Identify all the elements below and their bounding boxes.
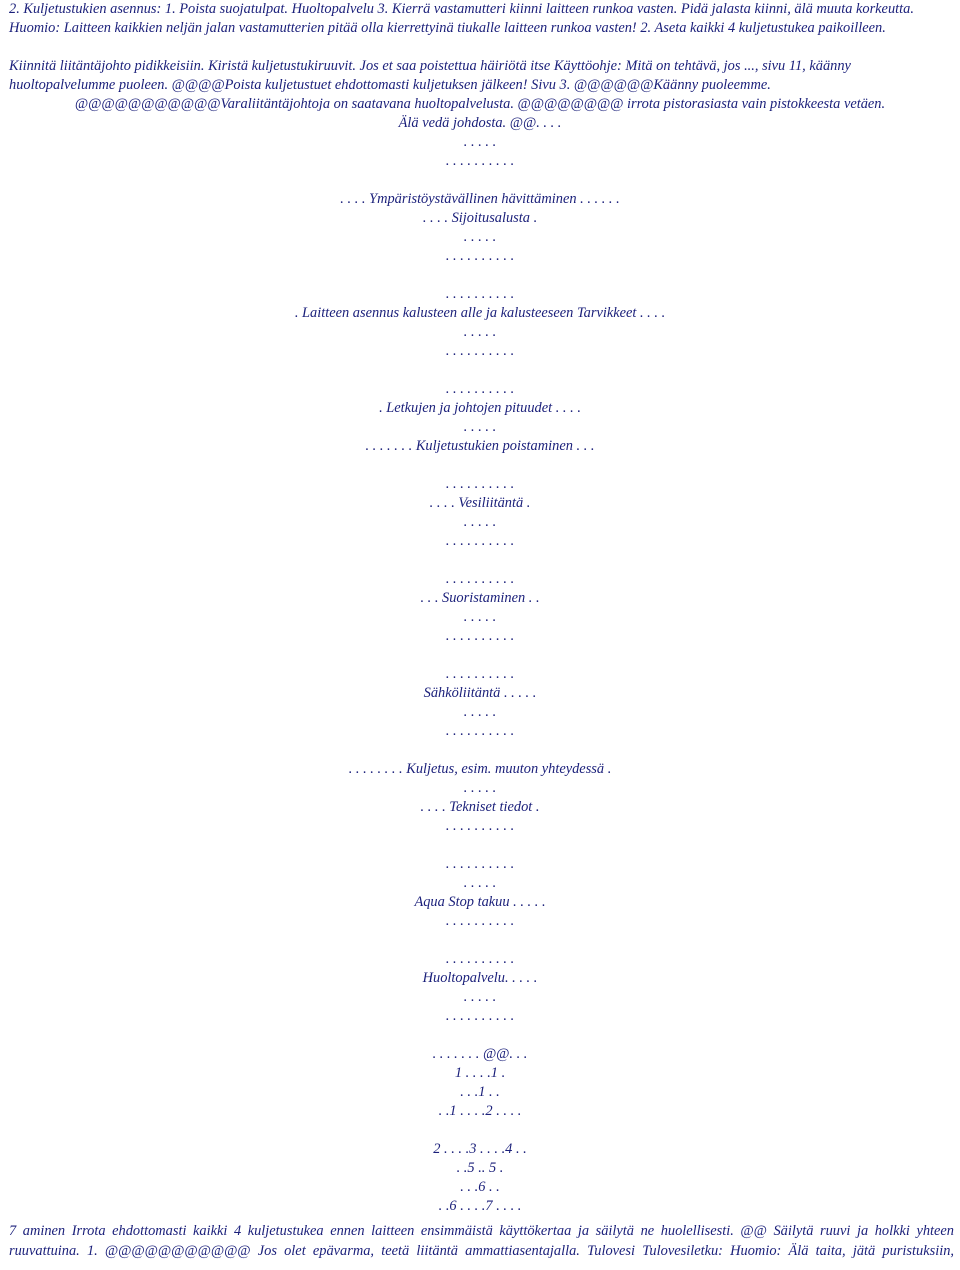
toc-line: . . . . . (463, 780, 497, 796)
toc-line: . .1 . . . .2 . . . . (438, 1103, 522, 1119)
toc-line: . . . . . . . . . . (445, 248, 515, 264)
toc-line: . .6 . . . .7 . . . . (438, 1198, 522, 1214)
text-line: Älä vedä johdosta. @@. . . . (398, 115, 562, 131)
blank-line (30, 836, 930, 855)
toc-line: . . . . . . . . . . (445, 666, 515, 682)
blank-line (30, 266, 930, 285)
blank-line (9, 38, 957, 57)
toc-line: . . . . . . . . . . (445, 1008, 515, 1024)
blank-line (30, 741, 930, 760)
toc-line: . . . . . (463, 324, 497, 340)
blank-line (30, 171, 930, 190)
toc-entry: Huoltopalvelu. . . . . (422, 970, 538, 986)
toc-entry: . . . . . . . . Kuljetus, esim. muuton yhteydessä . (348, 761, 612, 777)
blank-line (30, 456, 930, 475)
blank-line (30, 646, 930, 665)
toc-line: . . . . . . . . . . (445, 951, 515, 967)
toc-line: . . . . . (463, 609, 497, 625)
text-line: ruuvattuina. 1. @@@@@@@@@@@ Jos olet epävarma, teetä liitäntä ammattiasentajalla. Tulovesi Tulovesiletku: Huomio: Älä taita, jätä puristuksiin, (9, 1243, 954, 1259)
toc-line: 1 . . . .1 . (454, 1065, 506, 1081)
toc-entry: . Letkujen ja johtojen pituudet . . . . (379, 400, 581, 416)
toc-line: . . . . . . . . . . (445, 628, 515, 644)
toc-entry: . Laitteen asennus kalusteen alle ja kalusteeseen Tarvikkeet . . . . (294, 305, 666, 321)
blank-line (30, 1026, 930, 1045)
intro-paragraph (9, 0, 957, 95)
toc-line: . . . . . . . . . . (445, 818, 515, 834)
toc-entry: . . . . Tekniset tiedot . (420, 799, 540, 815)
toc-line: . . . . . . . . . . (445, 723, 515, 739)
toc-line: 2 . . . .3 . . . .4 . . (433, 1141, 527, 1157)
toc-entry: . . . . Sijoitusalusta . (422, 210, 538, 226)
toc-line: . . . . . (463, 134, 497, 150)
toc-line: . . . . . . . . . . (445, 381, 515, 397)
text-line: Huomio: Laitteen kaikkien neljän jalan vastamutterien pitää olla kierrettyinä tiukalle laitteen runkoa vasten! 2. Aseta kaikki 4 kuljetustukea paikoilleen. (9, 20, 886, 36)
toc-entry: Sähköliitäntä . . . . . (423, 685, 537, 701)
text-line: 7 aminen Irrota ehdottomasti kaikki 4 kuljetustukea ennen laitteen ensimmäistä käyttökertaa ja säilytä ne huolellisesti. @@ Säilytä ruuvi ja holkki yhteen (9, 1223, 954, 1239)
blank-line (30, 931, 930, 950)
blank-line (30, 551, 930, 570)
toc-line: . . . . . . . . . . (445, 343, 515, 359)
text-line: Kiinnitä liitäntäjohto pidikkeisiin. Kiristä kuljetustukiruuvit. Jos et saa poistettua häiriötä itse Käyttöohje: Mitä on tehtävä, jos ..., sivu 11, käänny (9, 58, 851, 74)
text-line: @@@@@@@@@@@Varaliitäntäjohtoja on saatavana huoltopalvelusta. @@@@@@@@ irrota pistorasiasta vain pistokkeesta vetäen. (74, 96, 886, 112)
toc-line: . . . . . . . . . . (445, 856, 515, 872)
toc-line: . . . . . . . . . . (445, 153, 515, 169)
toc-line: . . . . . . . . . . (445, 913, 515, 929)
toc-line: . . . . . (463, 704, 497, 720)
toc-line: . . . . . . . . . . (445, 476, 515, 492)
blank-line (30, 361, 930, 380)
toc-entry: . . . . . . . Kuljetustukien poistaminen . . . (365, 438, 595, 454)
table-of-contents (30, 95, 930, 1216)
closing-paragraph (9, 1222, 954, 1262)
toc-line: . . .6 . . (460, 1179, 500, 1195)
toc-line: . . . . . (463, 229, 497, 245)
toc-entry: . . . . Vesiliitäntä . (429, 495, 531, 511)
toc-line: . . . . . . . @@. . . (432, 1046, 528, 1062)
toc-line: . . . . . (463, 514, 497, 530)
toc-line: . . . . . . . . . . (445, 571, 515, 587)
blank-line (30, 1121, 930, 1140)
toc-line: . . . . . (463, 419, 497, 435)
toc-line: . . .1 . . (460, 1084, 500, 1100)
toc-line: . .5 .. 5 . (456, 1160, 504, 1176)
toc-entry: . . . Suoristaminen . . (420, 590, 540, 606)
toc-entry: . . . . Ympäristöystävällinen hävittäminen . . . . . . (340, 191, 620, 207)
text-line: huoltopalvelumme puoleen. @@@@Poista kuljetustuet ehdottomasti kuljetuksen jälkeen! Sivu 3. @@@@@@Käänny puoleemme. (9, 77, 771, 93)
toc-line: . . . . . . . . . . (445, 286, 515, 302)
toc-line: . . . . . . . . . . (445, 533, 515, 549)
toc-line: . . . . . (463, 989, 497, 1005)
toc-line: . . . . . (463, 875, 497, 891)
text-line: 2. Kuljetustukien asennus: 1. Poista suojatulpat. Huoltopalvelu 3. Kierrä vastamutteri kiinni laitteen runkoa vasten. Pidä jalasta kiinni, älä muuta korkeutta. (9, 1, 914, 17)
toc-entry: Aqua Stop takuu . . . . . (414, 894, 546, 910)
